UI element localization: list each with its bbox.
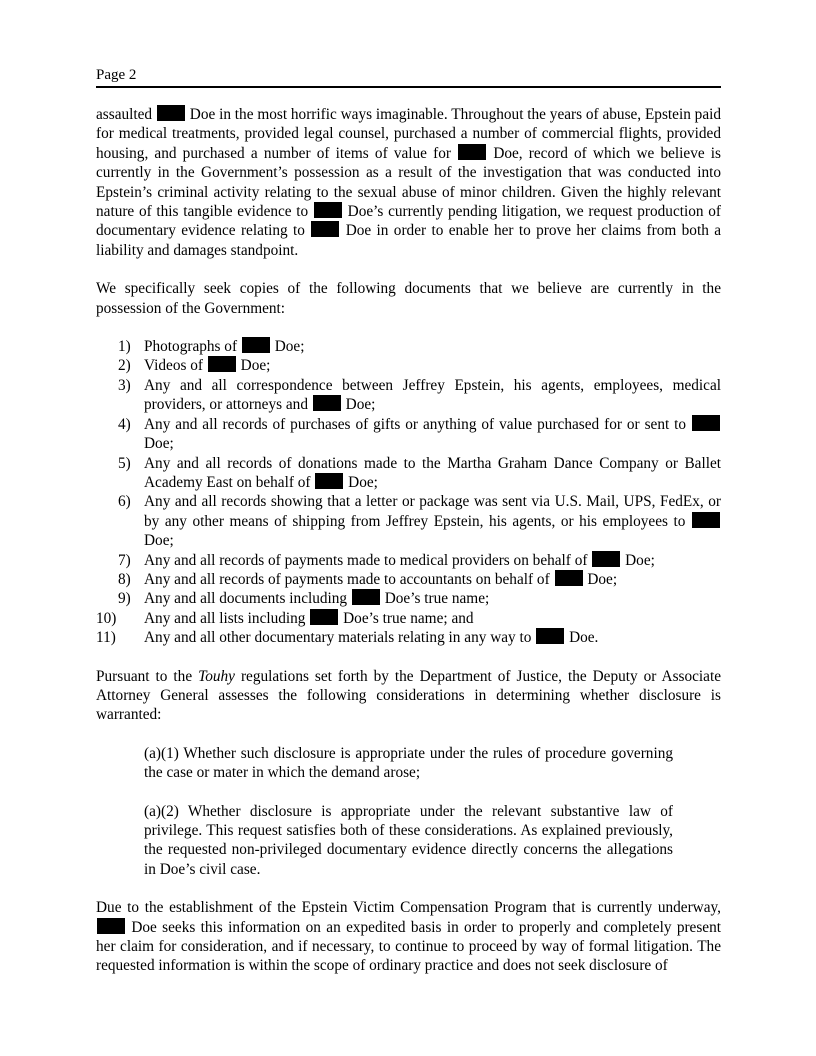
redaction-block <box>157 105 185 121</box>
page-header <box>96 66 721 88</box>
list-item: 11) Any and all other documentary materials relating in any way to Doe. <box>96 629 599 647</box>
redaction-block <box>97 918 125 934</box>
list-item: 1) Photographs of Doe; <box>118 338 305 356</box>
redaction-block <box>314 202 342 218</box>
redaction-block <box>692 512 720 528</box>
paragraph-3: Pursuant to the Touhy regulations set forth by the Department of Justice, the Deputy or Associate Attorney General assesses the following considerations in determining whether disclosure is warranted: <box>96 667 722 724</box>
paragraph-1: assaulted Doe in the most horrific ways imaginable. Throughout the years of abuse, Epstein paid for medical treatments, provided legal counsel, purchased a number of commercial flights, provided housing, and purchased a number of items of value for Doe, record of which we believe is currently in the Government’s possession as a result of the investigation that was conducted into Epstein’s criminal activity relating to the sexual abuse of minor children. Given the highly relevant nature of this tangible evidence to Doe’s currently pending litigation, we request production of documentary evidence relating to Doe in order to enable her to prove her claims from both a liability and damages standpoint. <box>96 106 722 259</box>
redaction-block <box>692 415 720 431</box>
redaction-block <box>242 337 270 353</box>
list-item: 5) Any and all records of donations made to the Martha Graham Dance Company or Ballet Academy East on behalf of Doe; <box>118 454 721 491</box>
redaction-block <box>536 628 564 644</box>
paragraph-2: We specifically seek copies of the following documents that we believe are currently in the possession of the Government: <box>96 280 721 317</box>
list-item: 10) Any and all lists including Doe’s true name; and <box>96 609 474 627</box>
redaction-block <box>592 551 620 567</box>
redaction-block <box>555 570 583 586</box>
paragraph-4: Due to the establishment of the Epstein Victim Compensation Program that is currently underway, Doe seeks this information on an expedited basis in order to properly and completely present her claim for consideration, and if necessary, to continue to proceed by way of formal litigation. The requested information is within the scope of ordinary practice and does not seek disclosure of <box>96 899 721 975</box>
quote-a2: (a)(2) Whether disclosure is appropriate under the relevant substantive law of privilege. This request satisfies both of these considerations. As explained previously, the requested non-privileged documentary evidence directly concerns the allegations in Doe’s civil case. <box>144 802 673 878</box>
list-item: 9) Any and all documents including Doe’s true name; <box>118 590 490 608</box>
list-item: 2) Videos of Doe; <box>118 357 271 375</box>
redaction-block <box>311 221 339 237</box>
quote-a1: (a)(1) Whether such disclosure is appropriate under the rules of procedure governing the case or mater in which the demand arose; <box>144 744 673 782</box>
redaction-block <box>315 473 343 489</box>
document-request-list <box>96 337 721 648</box>
list-item: 8) Any and all records of payments made to accountants on behalf of Doe; <box>118 570 618 588</box>
list-item: 7) Any and all records of payments made to medical providers on behalf of Doe; <box>118 551 655 569</box>
redaction-block <box>313 395 341 411</box>
redaction-block <box>310 609 338 625</box>
touhy-italic: Touhy <box>198 667 235 685</box>
document-body <box>96 105 721 976</box>
redaction-block <box>208 356 236 372</box>
list-item: 3) Any and all correspondence between Jeffrey Epstein, his agents, employees, medical providers, or attorneys and Doe; <box>118 376 721 414</box>
page-number: Page 2 <box>96 67 137 83</box>
list-item: 4) Any and all records of purchases of gifts or anything of value purchased for or sent to Doe; <box>96 415 721 454</box>
list-item: 6) Any and all records showing that a letter or package was sent via U.S. Mail, UPS, FedEx, or by any other means of shipping from Jeffrey Epstein, his agents, or his employees to Doe; <box>118 493 721 550</box>
redaction-block <box>352 589 380 605</box>
redaction-block <box>458 144 486 160</box>
block-quote <box>144 744 673 879</box>
